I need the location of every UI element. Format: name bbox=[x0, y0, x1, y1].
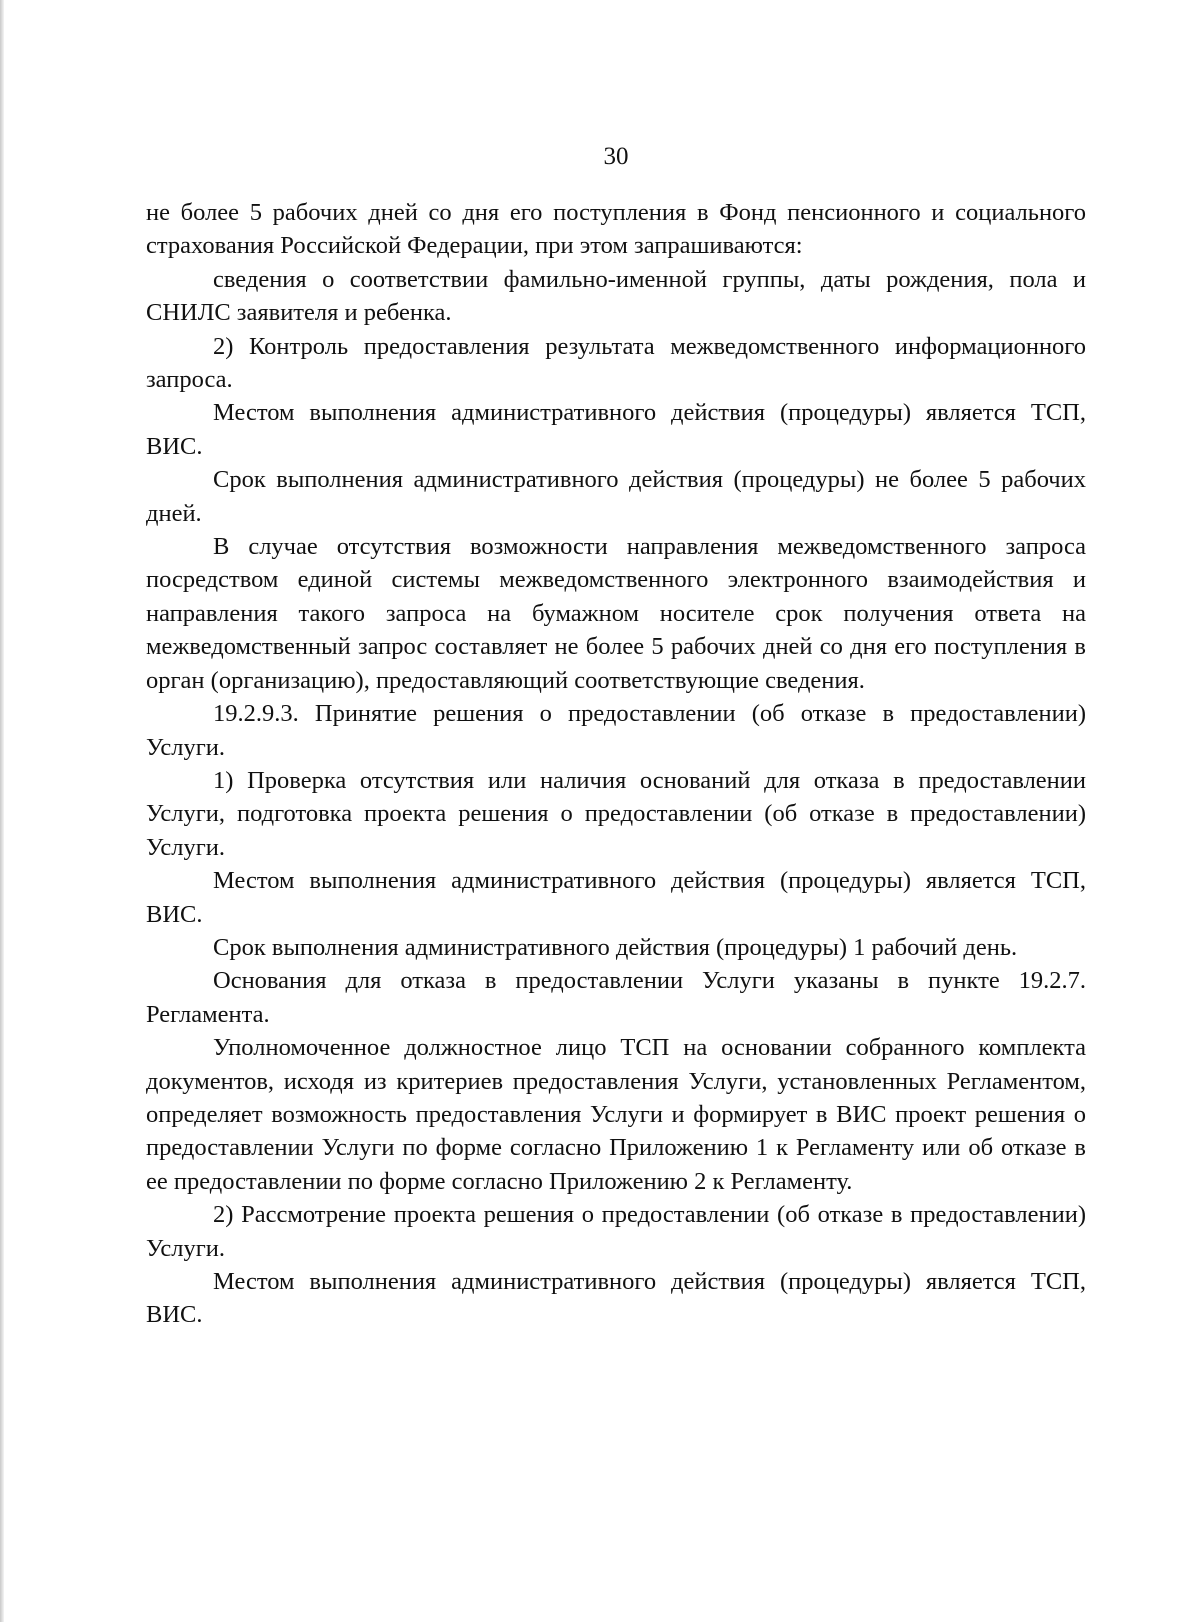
document-body bbox=[146, 196, 1086, 1332]
paragraph: 19.2.9.3. Принятие решения о предоставлении (об отказе в предоставлении) Услуги. bbox=[146, 700, 1086, 761]
paragraph: Местом выполнения административного действия (процедуры) является ТСП, ВИС. bbox=[146, 867, 1086, 928]
paragraph: 1) Проверка отсутствия или наличия оснований для отказа в предоставлении Услуги, подготовка проекта решения о предоставлении (об отказе в предоставлении) Услуги. bbox=[146, 766, 1086, 861]
paragraph: Срок выполнения административного действия (процедуры) 1 рабочий день. bbox=[213, 933, 1018, 961]
paragraph: Срок выполнения административного действия (процедуры) не более 5 рабочих дней. bbox=[146, 466, 1086, 527]
page-number: 30 bbox=[603, 143, 629, 170]
paragraph: Местом выполнения административного действия (процедуры) является ТСП, ВИС. bbox=[146, 1268, 1086, 1329]
paragraph: Местом выполнения административного действия (процедуры) является ТСП, ВИС. bbox=[146, 399, 1086, 460]
paragraph: Уполномоченное должностное лицо ТСП на основании собранного комплекта документов, исходя из критериев предоставления Услуги, установленных Регламентом, определяет возможность предоставления Услуги и формирует в ВИС проект решения о предоставлении Услуги по форме согласно Приложению 1 к Регламенту или об отказе в ее предоставлении по форме согласно Приложению 2 к Регламенту. bbox=[146, 1034, 1086, 1195]
scan-edge-shadow bbox=[0, 0, 4, 1622]
paragraph: 2) Контроль предоставления результата межведомственного информационного запроса. bbox=[146, 332, 1086, 394]
paragraph: Основания для отказа в предоставлении Услуги указаны в пункте 19.2.7. Регламента. bbox=[146, 967, 1086, 1028]
paragraph: В случае отсутствия возможности направления межведомственного запроса посредством единой системы межведомственного электронного взаимодействия и направления такого запроса на бумажном носителе срок получения ответа на межведомственный запрос составляет не более 5 рабочих дней со дня его поступления в орган (организацию), предоставляющий соответствующие сведения. bbox=[146, 533, 1086, 694]
paragraph: 2) Рассмотрение проекта решения о предоставлении (об отказе в предоставлении) Услуги. bbox=[146, 1201, 1086, 1262]
paragraph: не более 5 рабочих дней со дня его поступления в Фонд пенсионного и социального страхования Российской Федерации, при этом запрашиваются: bbox=[146, 199, 1086, 260]
paragraph: сведения о соответствии фамильно-именной группы, даты рождения, пола и СНИЛС заявителя и ребенка. bbox=[146, 265, 1086, 327]
